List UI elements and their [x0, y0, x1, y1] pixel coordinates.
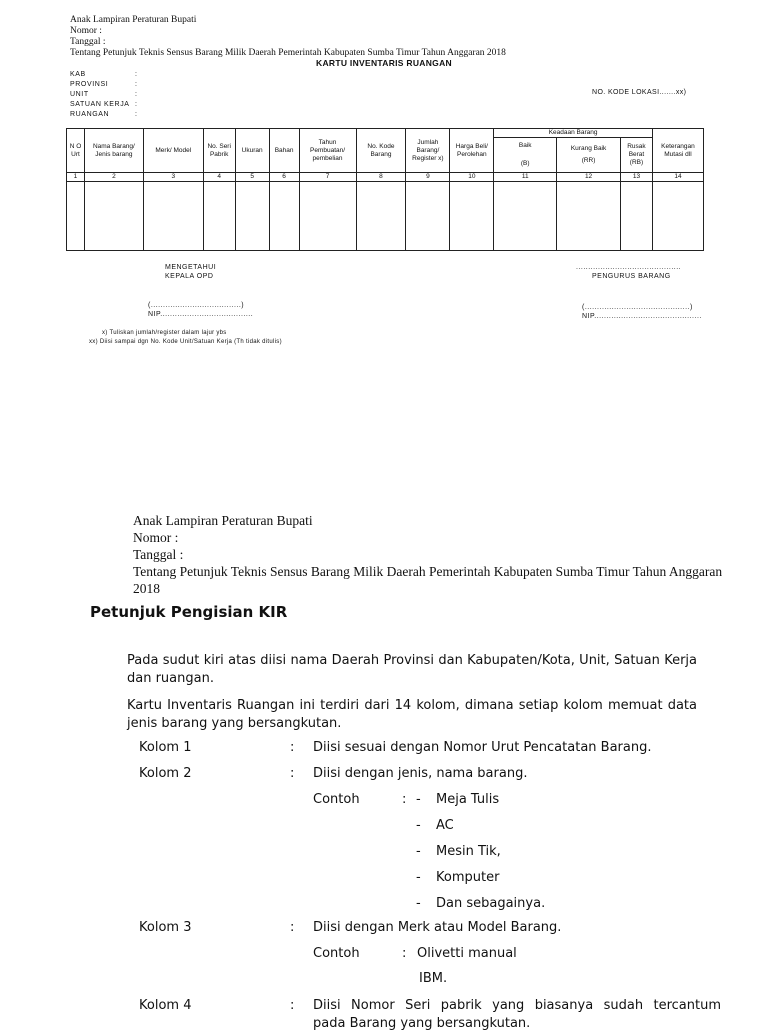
col-number: 14 — [652, 173, 703, 182]
empty-cell — [406, 182, 450, 251]
col-number: 3 — [143, 173, 203, 182]
meta-row-unit — [70, 90, 138, 100]
kolom-1-text: Diisi sesuai dengan Nomor Urut Pencatatan Barang. — [313, 740, 652, 755]
header-small-line2: Nomor : — [70, 26, 102, 36]
col-number: 7 — [299, 173, 356, 182]
example-item: Komputer — [436, 870, 500, 885]
meta-sep: : — [135, 111, 138, 118]
sign-right-name: (...........................................) — [582, 304, 693, 311]
meta-row-kab — [70, 70, 138, 80]
meta-row-provinsi — [70, 80, 138, 90]
colon: : — [290, 766, 295, 781]
th-rusak-code: (RB) — [629, 159, 644, 166]
th-baik-label: Baik — [518, 142, 532, 149]
th-seri: No. Seri Pabrik — [203, 129, 235, 173]
th-baik-code: (B) — [520, 160, 530, 167]
th-keterangan: Keterangan Mutasi dll — [652, 129, 703, 173]
th-bahan: Bahan — [269, 129, 299, 173]
contoh-label: Contoh — [313, 946, 360, 961]
kolom-3-example-2: IBM. — [419, 971, 448, 986]
header-small-line4: Tentang Petunjuk Teknis Sensus Barang Milik Daerah Pemerintah Kabupaten Sumba Timur Tahun Anggaran 2018 — [70, 48, 506, 58]
note-2: xx) Diisi sampai dgn No. Kode Unit/Satuan Kerja (Th tidak ditulis) — [89, 339, 282, 345]
meta-fields — [70, 70, 138, 120]
sign-right-pengurus: PENGURUS BARANG — [592, 273, 671, 280]
empty-cell — [143, 182, 203, 251]
kolom-4-text: Diisi Nomor Seri pabrik yang biasanya sudah tercantum — [313, 998, 721, 1013]
th-kurang-baik — [557, 138, 621, 173]
header-small — [70, 15, 506, 59]
col-number: 2 — [84, 173, 143, 182]
note-1: x) Tuliskan jumlah/register dalam lajur ybs — [102, 330, 227, 336]
kode-lokasi: NO. KODE LOKASI.......xx) — [592, 89, 687, 96]
empty-cell — [299, 182, 356, 251]
th-keadaan: Keadaan Barang — [494, 129, 653, 138]
empty-cell — [235, 182, 269, 251]
th-rusak-berat — [620, 138, 652, 173]
sign-left-kepala: KEPALA OPD — [165, 273, 214, 280]
th-jumlah: Jumlah Barang/ Register x) — [406, 129, 450, 173]
header-large — [133, 512, 723, 597]
sign-right-title — [576, 263, 681, 281]
colon: : — [290, 740, 295, 755]
header-large-line4: Tentang Petunjuk Teknis Sensus Barang Milik Daerah Pemerintah Kabupaten Sumba Timur Tahun Anggaran 2018 — [133, 564, 723, 596]
example-item: Mesin Tik, — [436, 844, 501, 859]
table-body-row — [67, 182, 704, 251]
meta-row-satuan-kerja — [70, 100, 138, 110]
meta-row-ruangan — [70, 110, 138, 120]
meta-sep: : — [135, 71, 138, 78]
col-number: 10 — [450, 173, 494, 182]
kolom-3-text: Diisi dengan Merk atau Model Barang. — [313, 920, 562, 935]
th-ukuran: Ukuran — [235, 129, 269, 173]
example-item: Meja Tulis — [436, 792, 500, 807]
empty-cell — [620, 182, 652, 251]
meta-label: KAB — [70, 71, 86, 78]
colon: : — [402, 792, 407, 807]
header-large-line3: Tanggal : — [133, 547, 184, 562]
kolom-3-example-1: Olivetti manual — [417, 946, 517, 961]
th-kurang-label: Kurang Baik — [570, 145, 607, 152]
sign-left-title — [165, 263, 216, 281]
kolom-3-label: Kolom 3 — [139, 920, 192, 935]
col-number: 5 — [235, 173, 269, 182]
col-number: 1 — [67, 173, 85, 182]
petunjuk-title: Petunjuk Pengisian KIR — [90, 603, 288, 621]
meta-label: RUANGAN — [70, 111, 110, 118]
th-harga: Harga Beli/ Perolehan — [450, 129, 494, 173]
sign-left-name: (.....................................) — [148, 302, 245, 309]
header-large-line2: Nomor : — [133, 530, 179, 545]
sign-left-mengetahui: MENGETAHUI — [165, 264, 217, 271]
empty-cell — [84, 182, 143, 251]
kolom-1-label: Kolom 1 — [139, 740, 192, 755]
sign-right-nip: NIP............................................ — [582, 313, 702, 320]
empty-cell — [67, 182, 85, 251]
kolom-4-label: Kolom 4 — [139, 998, 192, 1013]
column-number-row — [67, 173, 704, 182]
sign-left-block — [148, 301, 253, 319]
header-large-line1: Anak Lampiran Peraturan Bupati — [133, 513, 313, 528]
col-number: 6 — [269, 173, 299, 182]
paragraph-2: Kartu Inventaris Ruangan ini terdiri dari 14 kolom, dimana setiap kolom memuat data jenis barang yang bersangkutan. — [127, 698, 697, 731]
kolom-2-text: Diisi dengan jenis, nama barang. — [313, 766, 528, 781]
form-title: KARTU INVENTARIS RUANGAN — [316, 58, 452, 68]
meta-label: PROVINSI — [70, 81, 109, 88]
th-merk: Merk/ Model — [143, 129, 203, 173]
col-number: 4 — [203, 173, 235, 182]
colon: : — [290, 998, 295, 1013]
meta-sep: : — [135, 101, 138, 108]
col-number: 12 — [557, 173, 621, 182]
empty-cell — [652, 182, 703, 251]
example-item: Dan sebagainya. — [436, 896, 546, 911]
header-small-line3: Tanggal : — [70, 37, 106, 47]
dash: - — [416, 792, 421, 807]
sign-right-block — [582, 303, 702, 321]
empty-cell — [494, 182, 557, 251]
th-kurang-code: (RR) — [581, 157, 596, 164]
contoh-label: Contoh — [313, 792, 360, 807]
empty-cell — [356, 182, 406, 251]
table-header-row — [67, 129, 704, 138]
empty-cell — [203, 182, 235, 251]
meta-sep: : — [135, 91, 138, 98]
th-tahun: Tahun Pembuatan/ pembelian — [299, 129, 356, 173]
kolom-4-text-2: pada Barang yang bersangkutan. — [313, 1016, 531, 1031]
dash: - — [416, 896, 421, 911]
colon: : — [290, 920, 295, 935]
meta-sep: : — [135, 81, 138, 88]
dash: - — [416, 818, 421, 833]
th-no: N O Urt — [67, 129, 85, 173]
th-nama: Nama Barang/ Jenis barang — [84, 129, 143, 173]
th-rusak-label: Rusak Berat — [627, 143, 646, 158]
dash: - — [416, 844, 421, 859]
inventory-table — [66, 128, 704, 251]
sign-left-nip: NIP...................................... — [148, 311, 254, 318]
meta-label: SATUAN KERJA — [70, 101, 130, 108]
colon: : — [402, 946, 407, 961]
empty-cell — [269, 182, 299, 251]
paragraph-1: Pada sudut kiri atas diisi nama Daerah Provinsi dan Kabupaten/Kota, Unit, Satuan Kerja dan ruangan. — [127, 653, 697, 686]
empty-cell — [450, 182, 494, 251]
col-number: 13 — [620, 173, 652, 182]
col-number: 9 — [406, 173, 450, 182]
th-baik — [494, 138, 557, 173]
meta-label: UNIT — [70, 91, 89, 98]
col-number: 11 — [494, 173, 557, 182]
empty-cell — [557, 182, 621, 251]
header-small-line1: Anak Lampiran Peraturan Bupati — [70, 15, 197, 25]
th-kode: No. Kode Barang — [356, 129, 406, 173]
kolom-2-label: Kolom 2 — [139, 766, 192, 781]
dash: - — [416, 870, 421, 885]
col-number: 8 — [356, 173, 406, 182]
example-item: AC — [436, 818, 454, 833]
sign-right-dots: ........................................... — [576, 264, 682, 271]
